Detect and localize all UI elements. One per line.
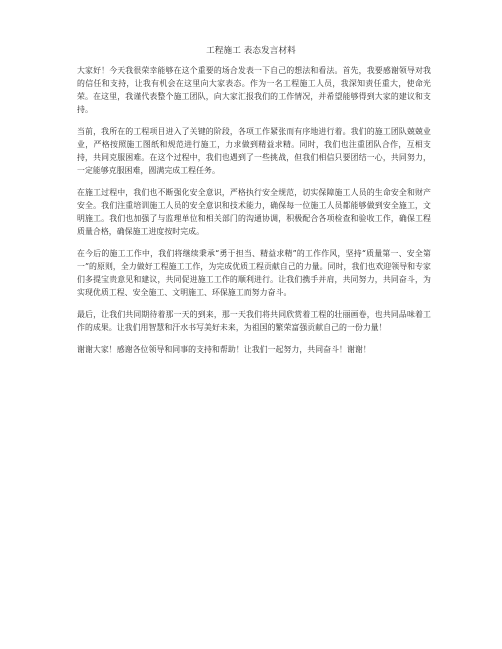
paragraph-2: 当前，我所在的工程项目进入了关键的阶段，各项工作紧张而有序地进行着。我们的施工团队兢兢业业，严格按照施工图纸和规范进行施工，力求做到精益求精。同时，我们也注重团队合作，互相支持，共同克服困难。在这个过程中，我们也遇到了一些挑战，但我们相信只要团结一心，共同努力，一定能够克服困难，圆满完成工程任务。: [77, 127, 431, 175]
document-title: 工程施工 表态发言材料: [206, 46, 296, 56]
paragraph-5: 最后，让我们共同期待着那一天的到来，那一天我们将共同欣赏着工程的壮丽画卷，也共同品味着工作的成果。让我们用智慧和汗水书写美好未来，为祖国的繁荣富强贡献自己的一份力量！: [77, 310, 431, 332]
paragraph-6: 谢谢大家！感谢各位领导和同事的支持和帮助！让我们一起努力，共同奋斗！谢谢！: [77, 345, 371, 354]
document-body: [77, 64, 431, 365]
paragraph-4: 在今后的施工工作中，我们将继续秉承“勇于担当、精益求精”的工作作风，坚持“质量第一、安全第一”的原则，全力做好工程施工工作，为完成优质工程贡献自己的力量。同时，我们也欢迎领导和专家们多提宝贵意见和建议，共同促进施工工作的顺利进行。让我们携手并肩，共同努力，共同奋斗，为实现优质工程、安全施工、文明施工、环保施工而努力奋斗。: [77, 249, 431, 297]
paragraph-1: 大家好！今天我很荣幸能够在这个重要的场合发表一下自己的想法和看法。首先，我要感谢领导对我的信任和支持，让我有机会在这里向大家表态。作为一名工程施工人员，我深知责任重大，使命光荣。在这里，我谨代表整个施工团队，向大家汇报我们的工作情况，并希望能够得到大家的建议和支持。: [77, 66, 431, 114]
paragraph-3: 在施工过程中，我们也不断强化安全意识，严格执行安全规范，切实保障施工人员的生命安全和财产安全。我们注重培训施工人员的安全意识和技术能力，确保每一位施工人员都能够做到安全施工，文明施工。我们也加强了与监理单位和相关部门的沟通协调，积极配合各项检查和验收工作，确保工程质量合格，确保施工进度按时完成。: [77, 188, 431, 236]
